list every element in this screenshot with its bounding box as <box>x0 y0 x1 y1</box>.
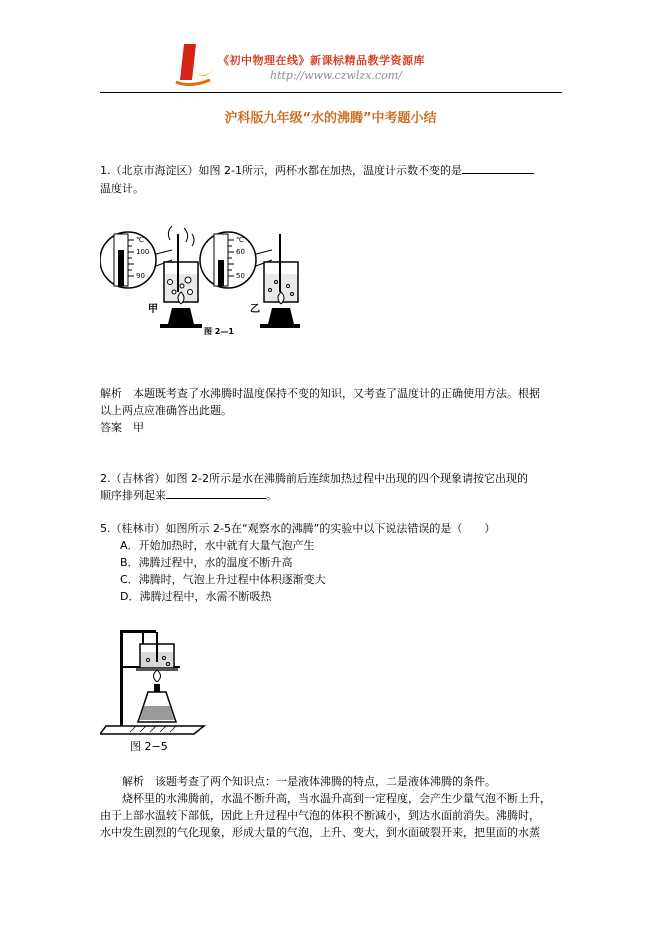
q5-option-a[interactable]: A．开始加热时，水中就有大量气泡产生 <box>120 539 315 552</box>
figure-2-1-caption: 图 2—1 <box>204 327 234 336</box>
unit-b-label: ℃ <box>236 236 244 244</box>
q5-analysis-line3: 由于上部水温较下部低，因此上升过程中气泡的体积不断减小，到达水面前消失。沸腾时， <box>100 809 540 822</box>
label-jia: 甲 <box>148 304 158 315</box>
banner-logo <box>170 40 220 90</box>
q5-analysis-line1: 解析 该题考查了两个知识点：一是液体沸腾的特点，二是液体沸腾的条件。 <box>122 775 496 788</box>
document-title: 沪科版九年级“水的沸腾”中考题小结 <box>224 111 437 126</box>
figure-2-5-caption: 图 2−5 <box>130 740 168 753</box>
q5-option-b[interactable]: B．沸腾过程中，水的温度不断升高 <box>120 556 293 569</box>
q5-option-c[interactable]: C．沸腾时，气泡上升过程中体积逐渐变大 <box>120 573 326 586</box>
q2-text: 顺序排列起来 <box>100 489 166 502</box>
q5-option-d[interactable]: D．沸腾过程中，水需不断吸热 <box>120 590 272 603</box>
label-yi: 乙 <box>250 304 260 315</box>
q5-analysis-line2: 烧杯里的水沸腾前，水温不断升高，当水温升高到一定程度，会产生少量气泡不断上升， <box>122 792 551 805</box>
tick-a-top: 100 <box>136 248 150 256</box>
q1-analysis-line1: 解析 本题既考查了水沸腾时温度保持不变的知识，又考查了温度计的正确使用方法。根据 <box>100 387 540 400</box>
header-divider <box>100 92 562 93</box>
q1-blank[interactable] <box>462 162 534 174</box>
unit-a-label: ℃ <box>136 236 144 244</box>
q5-stem: 5.（桂林市）如图所示 2-5在“观察水的沸腾”的实验中以下说法错误的是（ ） <box>100 522 496 535</box>
tick-a-bottom: 90 <box>136 272 145 280</box>
q1-answer: 答案 甲 <box>100 421 144 434</box>
q2-line1: 2.（吉林省）如图 2-2所示是水在沸腾前后连续加热过程中出现的四个现象请按它出现的 <box>100 472 528 485</box>
q5-analysis-line4: 水中发生剧烈的气化现象，形成大量的气泡，上升、变大，到水面破裂开来，把里面的水蒸 <box>100 826 540 839</box>
q1-analysis-line2: 以上两点应准确答出此题。 <box>100 404 232 417</box>
q1-stem <box>100 162 534 179</box>
q2-line-end: 。 <box>266 489 277 502</box>
thermometer-beakers-diagram <box>100 220 300 345</box>
tick-b-top: 60 <box>236 248 245 256</box>
q1-stem-line2: 温度计。 <box>100 182 144 195</box>
q2-line2 <box>100 487 277 504</box>
q1-text: 1.（北京市海淀区）如图 2-1所示，两杯水都在加热，温度计示数不变的是 <box>100 164 462 177</box>
tick-b-bottom: 50 <box>236 272 245 280</box>
figure-2-1 <box>100 220 300 345</box>
q5-analysis <box>100 773 562 841</box>
banner-title: 《初中物理在线》新课标精品教学资源库 <box>218 54 425 67</box>
figure-2-5 <box>100 622 210 757</box>
boiling-experiment-diagram <box>100 622 210 757</box>
logo-icon <box>170 40 220 90</box>
banner-url: http://www.czwlzx.com/ <box>270 69 402 82</box>
q2-blank[interactable] <box>166 487 266 499</box>
